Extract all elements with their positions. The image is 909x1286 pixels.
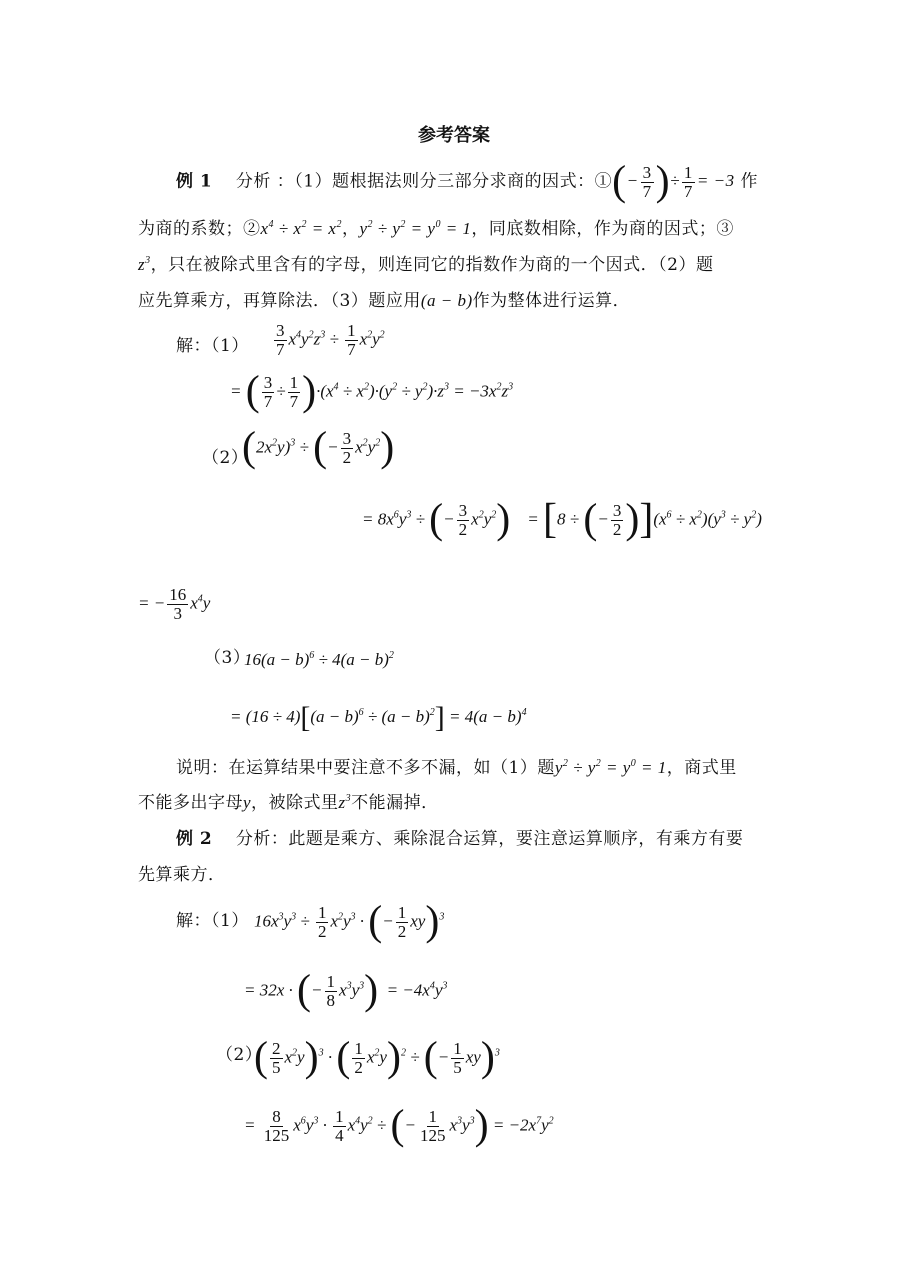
ex1-line4a: 应先算乘方，再算除法．（3）题应用 [138,291,421,311]
ex2-analysis-line2: 先算乘方． [138,865,226,885]
ex1-note-line2 [138,788,439,813]
ex1-ab: (a − b) [420,291,473,310]
ex1-z3: $z^3$ [138,255,151,274]
ex1-expr-x: $x^4 \div x^2 = x^2$ [260,219,342,238]
ex1-line4b: 作为整体进行运算． [472,291,631,311]
ex1-label: 例 1 [176,171,213,192]
ex2-sol1-result: = 32x · (− $\frac{1}{8}$ $x^3y^3) = -4x^4y^3$ [244,967,448,1014]
ex1-note-line1 [176,753,737,778]
ex1-sol3-result: = $(16 \div 4)[(a - b)^6 \div (a - b)^2] = 4(a - b)^4$ [230,701,527,734]
ex1-expr-y: $y^2 \div y^2 = y^0 = 1$ [359,219,472,238]
ex1-p3-label: （3） [204,648,251,668]
page-title: 参考答案 [418,125,490,146]
ex1-note-z3: $z^3$ [338,793,352,812]
ex1-line2a: 为商的系数；② [138,219,261,239]
ex2-sol-label: 解：（1） [176,911,249,931]
ex2-p2-label: （2） [216,1045,263,1065]
ex2-label: 例 2 [176,829,213,849]
ex1-analysis-line1 [176,158,759,205]
ex2-analysis-line1 [176,824,743,849]
ex1-line2c: ，同底数相除，作为商的因式；③ [471,219,734,239]
ex1-note-c: 不能多出字母 [138,793,243,813]
ex1-analysis-line4 [138,286,630,311]
ex1-line3: ，只在被除式里含有的字母，则连同它的指数作为商的一个因式．（2）题 [150,255,714,275]
ex2-analysis: 分析：此题是乘方、乘除混合运算，要注意运算顺序，有乘方有要 [235,829,744,849]
ex1-note-e: 不能漏掉． [351,793,439,813]
ex1-sol2-expr: $(2x^2y)^3$ ÷ (− $\frac{3}{2}$ $x^2y^2$) [242,424,395,471]
ex1-sol1-result: = ( $\frac{3}{7}$ ÷ $\frac{1}{7}$ )$\cdot(x^4 \div x^2)\cdot(y^2 \div y^2)\cdot z^3 = -3x^2z^3$ [230,368,514,415]
ex1-note-expr: $y^2 \div y^2 = y^0 = 1$ [554,758,667,777]
ex1-p2-label: （2） [202,448,249,468]
ex1-coef-expr: (− $\frac{3}{7}$ )÷ $\frac{1}{7}$ = −3 [612,158,735,205]
ex1-line2b: ， [341,219,360,239]
ex1-analysis-intro: 分析 ：（1）题根据法则分三部分求商的因式：① [235,171,613,192]
ex1-sol-label: 解：（1） [176,336,249,356]
ex1-sol3-expr: $16(a - b)^6 \div 4(a - b)^2$ [244,650,394,669]
ex1-analysis-mid: 作 [740,171,759,192]
ex1-sol2-result: = − $\frac{16}{3}$ $x^4y$ [138,585,211,623]
ex2-sol2-expr: ( $\frac{2}{5}$ $x^2y)^3$ · ( $\frac{1}{2}$ $x^2y)^2$ ÷ (− $\frac{1}{5}$ xy)$^3$ [254,1034,500,1081]
ex1-analysis-line2 [138,214,734,239]
ex1-sol2-step: = $8x^6y^3$ ÷ (− $\frac{3}{2}$ $x^2y^2$) = [8 ÷ (− $\frac{3}{2}$ )]$(x^6 \div x^2)(y^3 \div y^2)$ [362,496,762,543]
ex2-sol2-result: = $\frac{8}{125}$ $x^6y^3$ · $\frac{1}{4}$ $x^4y^2$ ÷ (− $\frac{1}{125}$ $x^3y^3) = -2x^7y^2$ [244,1102,554,1149]
ex1-note-y: y [243,793,252,812]
ex1-note-d: ，被除式里 [251,793,339,813]
ex1-note-b: ，商式里 [666,758,737,778]
ex1-note-a: 说明：在运算结果中要注意不多不漏，如（1）题 [176,758,555,778]
ex2-sol1-expr: $16x^3y^3$ ÷ $\frac{1}{2}$ $x^2y^3$ · (− $\frac{1}{2}$ xy)$^3$ [254,898,445,945]
ex1-analysis-line3 [138,250,713,275]
ex1-sol1-expr: $\frac{3}{7}$ $x^4y^2z^3$ ÷ $\frac{1}{7}$ $x^2y^2$ [276,321,385,359]
